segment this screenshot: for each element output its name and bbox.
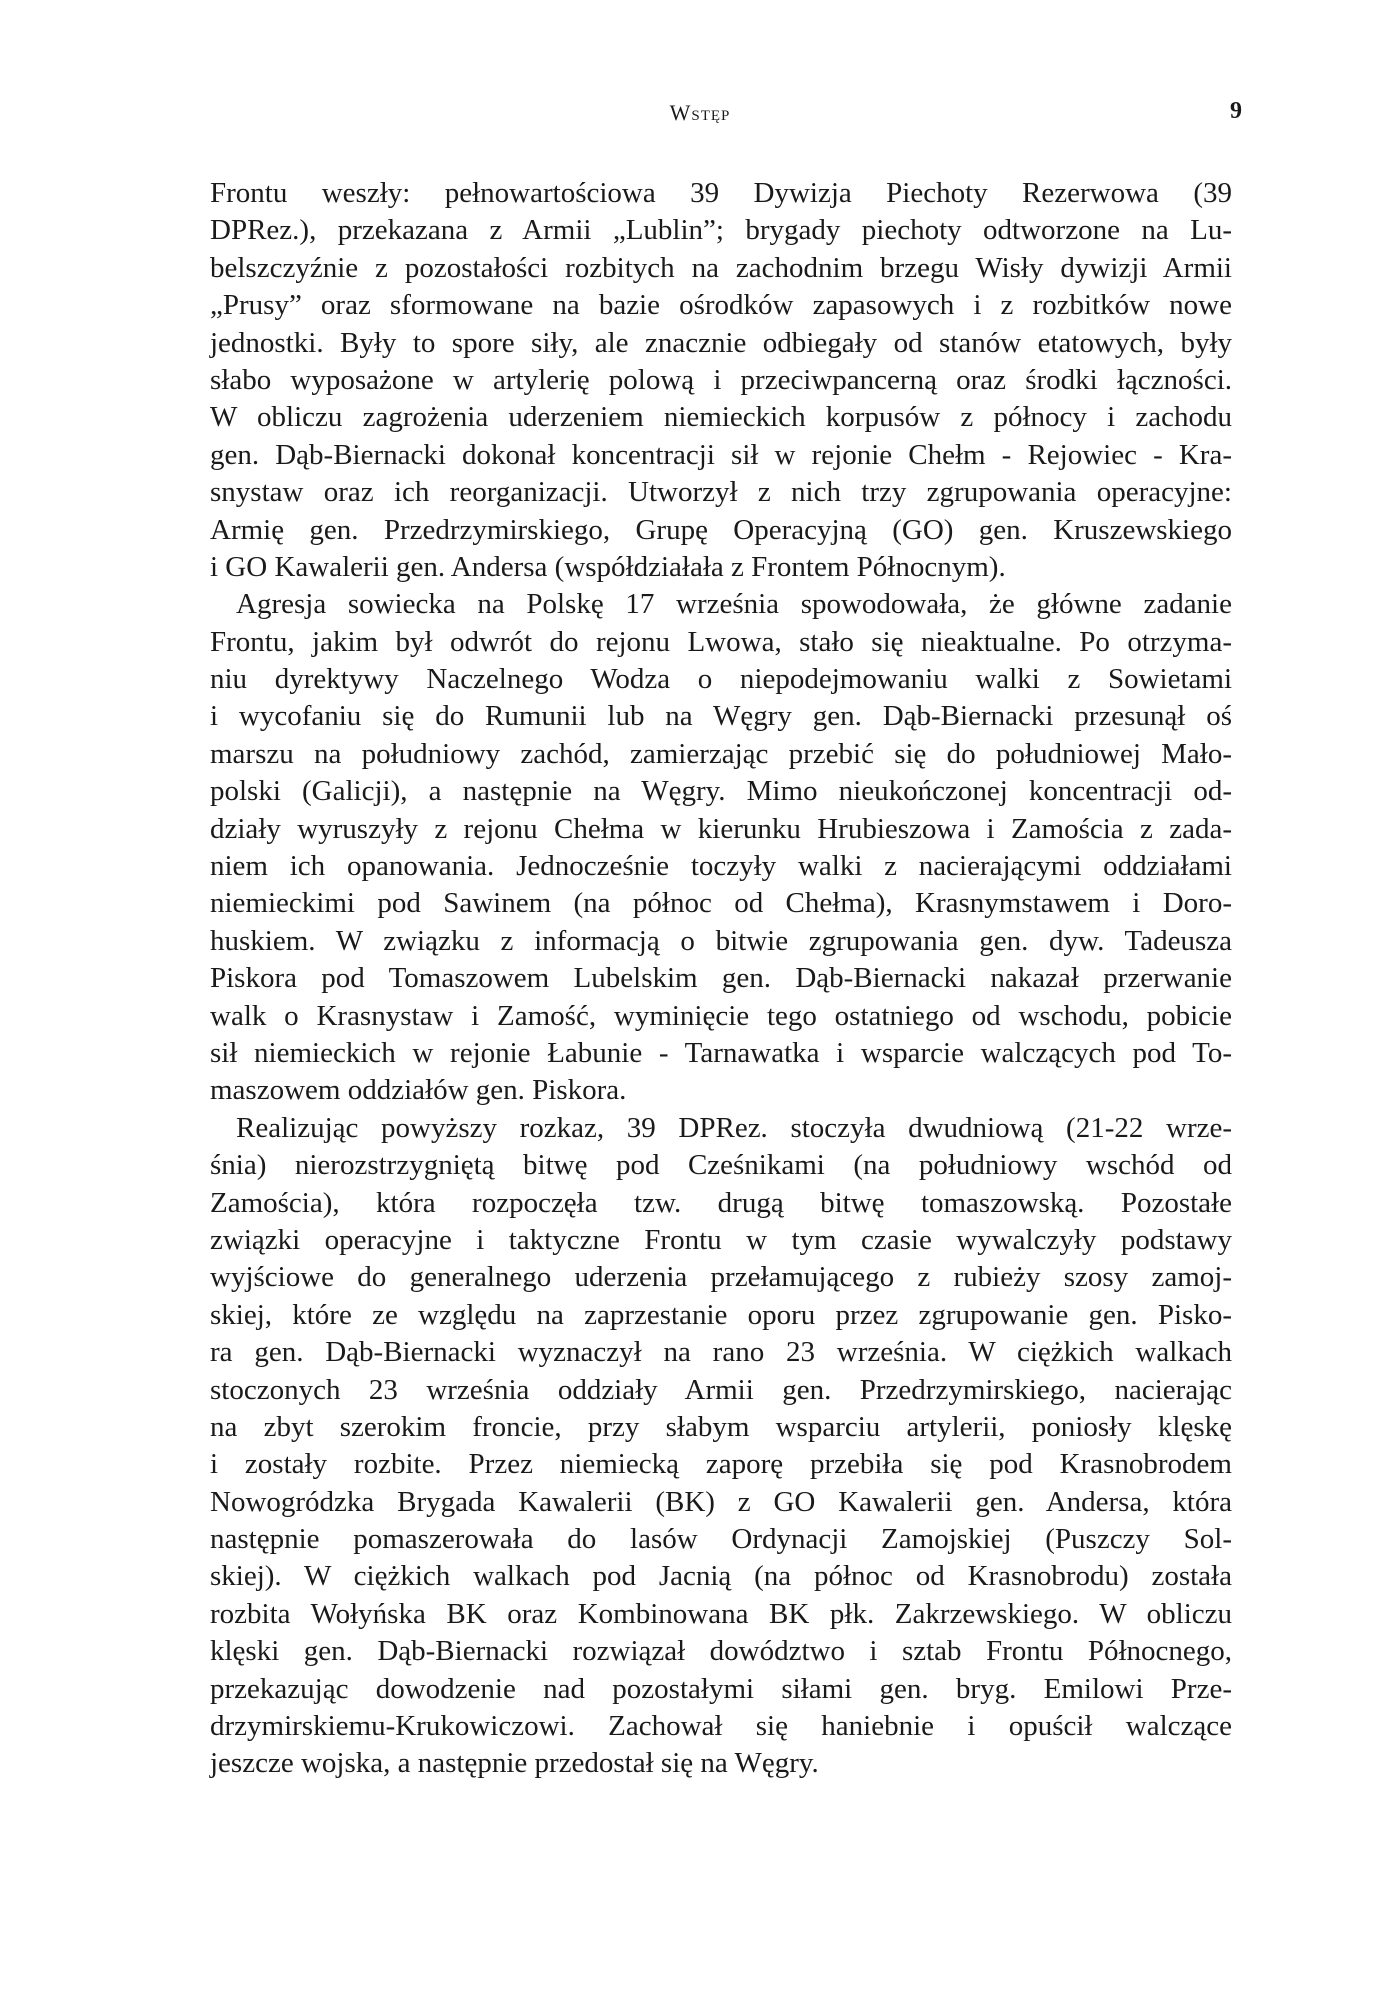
page-number: 9 [1230, 98, 1242, 124]
text-line: marszu na południowy zachód, zamierzając przebić się do południowej Mało- [210, 737, 1232, 770]
text-line: Nowogródzka Brygada Kawalerii (BK) z GO Kawalerii gen. Andersa, która [210, 1485, 1232, 1518]
text-line: skiej). W ciężkich walkach pod Jacnią (na północ od Krasnobrodu) została [210, 1560, 1232, 1593]
text-line: jeszcze wojska, a następnie przedostał się na Węgry. [210, 1747, 819, 1780]
text-line: gen. Dąb-Biernacki dokonał koncentracji sił w rejonie Chełm - Rejowiec - Kra- [210, 438, 1232, 471]
text-line: słabo wyposażone w artylerię polową i przeciwpancerną oraz środki łączności. [210, 363, 1232, 396]
text-line: Zamościa), która rozpoczęła tzw. drugą bitwę tomaszowską. Pozostałe [210, 1186, 1232, 1219]
running-head-title: Wstęp [669, 100, 731, 125]
paragraph [210, 1110, 1232, 1783]
text-line: wyjściowe do generalnego uderzenia przełamującego z rubieży szosy zamoj- [210, 1261, 1232, 1294]
text-line: W obliczu zagrożenia uderzeniem niemieckich korpusów z północy i zachodu [210, 401, 1232, 434]
text-line: związki operacyjne i taktyczne Frontu w tym czasie wywalczyły podstawy [210, 1223, 1232, 1256]
paragraph [210, 175, 1232, 586]
text-line: DPRez.), przekazana z Armii „Lublin”; brygady piechoty odtworzone na Lu- [210, 214, 1232, 247]
text-line: jednostki. Były to spore siły, ale znacznie odbiegały od stanów etatowych, były [210, 326, 1232, 359]
body-text [210, 175, 1232, 1783]
text-line: i wycofaniu się do Rumunii lub na Węgry gen. Dąb-Biernacki przesunął oś [210, 700, 1232, 733]
text-line: niem ich opanowania. Jednocześnie toczyły walki z nacierającymi oddziałami [210, 850, 1232, 883]
paragraph [210, 586, 1232, 1109]
text-line: rozbita Wołyńska BK oraz Kombinowana BK płk. Zakrzewskiego. W obliczu [210, 1597, 1232, 1630]
text-line: sił niemieckich w rejonie Łabunie - Tarnawatka i wsparcie walczących pod To- [210, 1036, 1232, 1069]
text-line: Agresja sowiecka na Polskę 17 września spowodowała, że główne zadanie [236, 588, 1232, 621]
text-line: Armię gen. Przedrzymirskiego, Grupę Operacyjną (GO) gen. Kruszewskiego [210, 513, 1232, 546]
text-line: następnie pomaszerowała do lasów Ordynacji Zamojskiej (Puszczy Sol- [210, 1523, 1232, 1556]
text-line: Piskora pod Tomaszowem Lubelskim gen. Dąb-Biernacki nakazał przerwanie [210, 962, 1232, 995]
text-line: walk o Krasnystaw i Zamość, wyminięcie tego ostatniego od wschodu, pobicie [210, 999, 1232, 1032]
text-line: snystaw oraz ich reorganizacji. Utworzył z nich trzy zgrupowania operacyjne: [210, 476, 1232, 509]
text-line: niemieckimi pod Sawinem (na północ od Chełma), Krasnymstawem i Doro- [210, 887, 1232, 920]
text-line: skiej, które ze względu na zaprzestanie oporu przez zgrupowanie gen. Pisko- [210, 1298, 1232, 1331]
text-line: belszczyźnie z pozostałości rozbitych na zachodnim brzegu Wisły dywizji Armii [210, 251, 1232, 284]
text-line: i zostały rozbite. Przez niemiecką zaporę przebiła się pod Krasnobrodem [210, 1448, 1232, 1481]
text-line: Frontu weszły: pełnowartościowa 39 Dywizja Piechoty Rezerwowa (39 [210, 177, 1232, 209]
text-line: drzymirskiemu-Krukowiczowi. Zachował się haniebnie i opuścił walczące [210, 1710, 1232, 1743]
text-line: „Prusy” oraz sformowane na bazie ośrodków zapasowych i z rozbitków nowe [210, 289, 1232, 322]
text-line: Frontu, jakim był odwrót do rejonu Lwowa, stało się nieaktualne. Po otrzyma- [210, 625, 1232, 658]
text-line: huskiem. W związku z informacją o bitwie zgrupowania gen. dyw. Tadeusza [210, 924, 1232, 957]
text-line: maszowem oddziałów gen. Piskora. [210, 1074, 627, 1107]
text-line: stoczonych 23 września oddziały Armii gen. Przedrzymirskiego, nacierając [210, 1373, 1232, 1406]
text-line: polski (Galicji), a następnie na Węgry. Mimo nieukończonej koncentracji od- [210, 775, 1232, 808]
text-line: ra gen. Dąb-Biernacki wyznaczył na rano 23 września. W ciężkich walkach [210, 1336, 1232, 1369]
text-line: i GO Kawalerii gen. Andersa (współdziałała z Frontem Północnym). [210, 550, 1006, 583]
text-line: klęski gen. Dąb-Biernacki rozwiązał dowództwo i sztab Frontu Północnego, [210, 1635, 1232, 1668]
text-line: niu dyrektywy Naczelnego Wodza o niepodejmowaniu walki z Sowietami [210, 663, 1232, 696]
text-line: działy wyruszyły z rejonu Chełma w kierunku Hrubieszowa i Zamościa z zada- [210, 812, 1232, 845]
text-line: przekazując dowodzenie nad pozostałymi siłami gen. bryg. Emilowi Prze- [210, 1672, 1232, 1705]
text-line: śnia) nierozstrzygniętą bitwę pod Cześnikami (na południowy wschód od [210, 1149, 1232, 1182]
text-line: Realizując powyższy rozkaz, 39 DPRez. stoczyła dwudniową (21-22 wrze- [236, 1111, 1232, 1144]
text-line: na zbyt szerokim froncie, przy słabym wsparciu artylerii, poniosły klęskę [210, 1410, 1232, 1443]
